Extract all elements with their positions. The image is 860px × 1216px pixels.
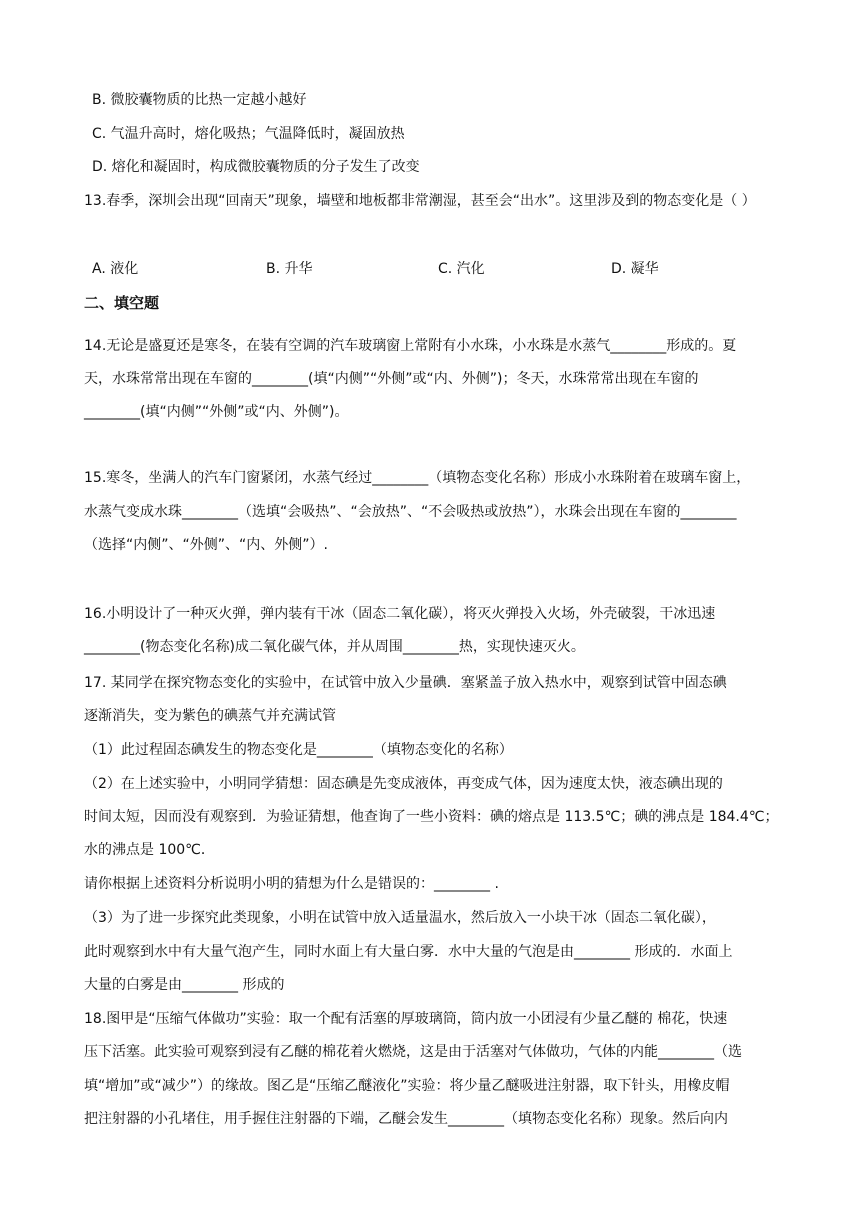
q17-part-2-line-3: 水的沸点是 100℃． (84, 842, 215, 858)
q17-part-2-line-1: （2）在上述实验中，小明同学猜想：固态碘是先变成液体，再变成气体，因为速度太快，液态碘出现的 (84, 776, 723, 792)
q18-line-2: 压下活塞。此实验可观察到浸有乙醚的棉花着火燃烧，这是由于活塞对气体做功，气体的内能________（选 (84, 1044, 742, 1060)
q16-line-2: ________(物态变化名称)成二氧化碳气体，并从周围________热，实现快速灭火。 (84, 639, 585, 655)
q17-part-2-line-2: 时间太短，因而没有观察到．为验证猜想，他查询了一些小资料：碘的熔点是 113.5℃；碘的沸点是 184.4℃； (84, 809, 779, 825)
q17-line-2: 逐渐消失，变为紫色的碘蒸气并充满试管 (84, 708, 336, 724)
q12-option-b: B. 微胶囊物质的比热一定越小越好 (92, 92, 307, 108)
q15-line-3: （选择“内侧”、“外侧”、“内、外侧”）. (84, 537, 328, 553)
q17-part-3-line-1: （3）为了进一步探究此类现象，小明在试管中放入适量温水，然后放入一小块干冰（固态二氧化碳）， (84, 910, 716, 926)
q14-line-1: 14.无论是盛夏还是寒冬，在装有空调的汽车玻璃窗上常附有小水珠，小水珠是水蒸气________形成的。夏 (84, 338, 737, 354)
q13-option-c: C. 汽化 (438, 261, 485, 277)
q12-option-c: C. 气温升高时，熔化吸热；气温降低时，凝固放热 (92, 126, 405, 142)
q17-part-2-line-4: 请你根据上述资料分析说明小明的猜想为什么是错误的：________ . (84, 876, 499, 892)
q17-part-3-line-2: 此时观察到水中有大量气泡产生，同时水面上有大量白雾．水中大量的气泡是由________ 形成的．水面上 (84, 944, 733, 960)
q13-option-d: D. 凝华 (611, 261, 659, 277)
q13-option-a: A. 液化 (92, 261, 139, 277)
q15-line-2: 水蒸气变成水珠________（选填“会吸热”、“会放热”、“不会吸热或放热”），水珠会出现在车窗的________ (84, 504, 737, 520)
q18-line-4: 把注射器的小孔堵住，用手握住注射器的下端，乙醚会发生________（填物态变化名称）现象。然后向内 (84, 1111, 728, 1127)
q12-option-d: D. 熔化和凝固时，构成微胶囊物质的分子发生了改变 (92, 159, 420, 175)
q18-line-1: 18.图甲是“压缩气体做功”实验：取一个配有活塞的厚玻璃筒，筒内放一小团浸有少量乙醚的 棉花，快速 (84, 1011, 728, 1027)
q18-line-3: 填“增加”或“减少”）的缘故。图乙是“压缩乙醚液化”实验：将少量乙醚吸进注射器，取下针头，用橡皮帽 (84, 1078, 730, 1094)
q14-line-3: ________(填“内侧”“外侧”或“内、外侧”)。 (84, 404, 349, 420)
q17-line-1: 17. 某同学在探究物态变化的实验中，在试管中放入少量碘．塞紧盖子放入热水中，观察到试管中固态碘 (84, 675, 727, 691)
q14-line-2: 天，水珠常常出现在车窗的________(填“内侧”“外侧”或“内、外侧”)；冬天，水珠常常出现在车窗的 (84, 371, 699, 387)
q15-line-1: 15.寒冬，坐满人的汽车门窗紧闭，水蒸气经过________（填物态变化名称）形成小水珠附着在玻璃车窗上， (84, 470, 751, 486)
q17-part-3-line-3: 大量的白雾是由________ 形成的 (84, 977, 285, 993)
q13-option-b: B. 升华 (266, 261, 313, 277)
q17-part-1: （1）此过程固态碘发生的物态变化是________（填物态变化的名称） (84, 742, 513, 758)
q13-stem: 13.春季，深圳会出现“回南天”现象，墙壁和地板都非常潮湿，甚至会“出水”。这里涉及到的物态变化是（ ） (84, 193, 756, 209)
section-heading: 二、填空题 (84, 294, 160, 312)
q16-line-1: 16.小明设计了一种灭火弹，弹内装有干冰（固态二氧化碳），将灭火弹投入火场，外壳破裂，干冰迅速 (84, 606, 716, 622)
